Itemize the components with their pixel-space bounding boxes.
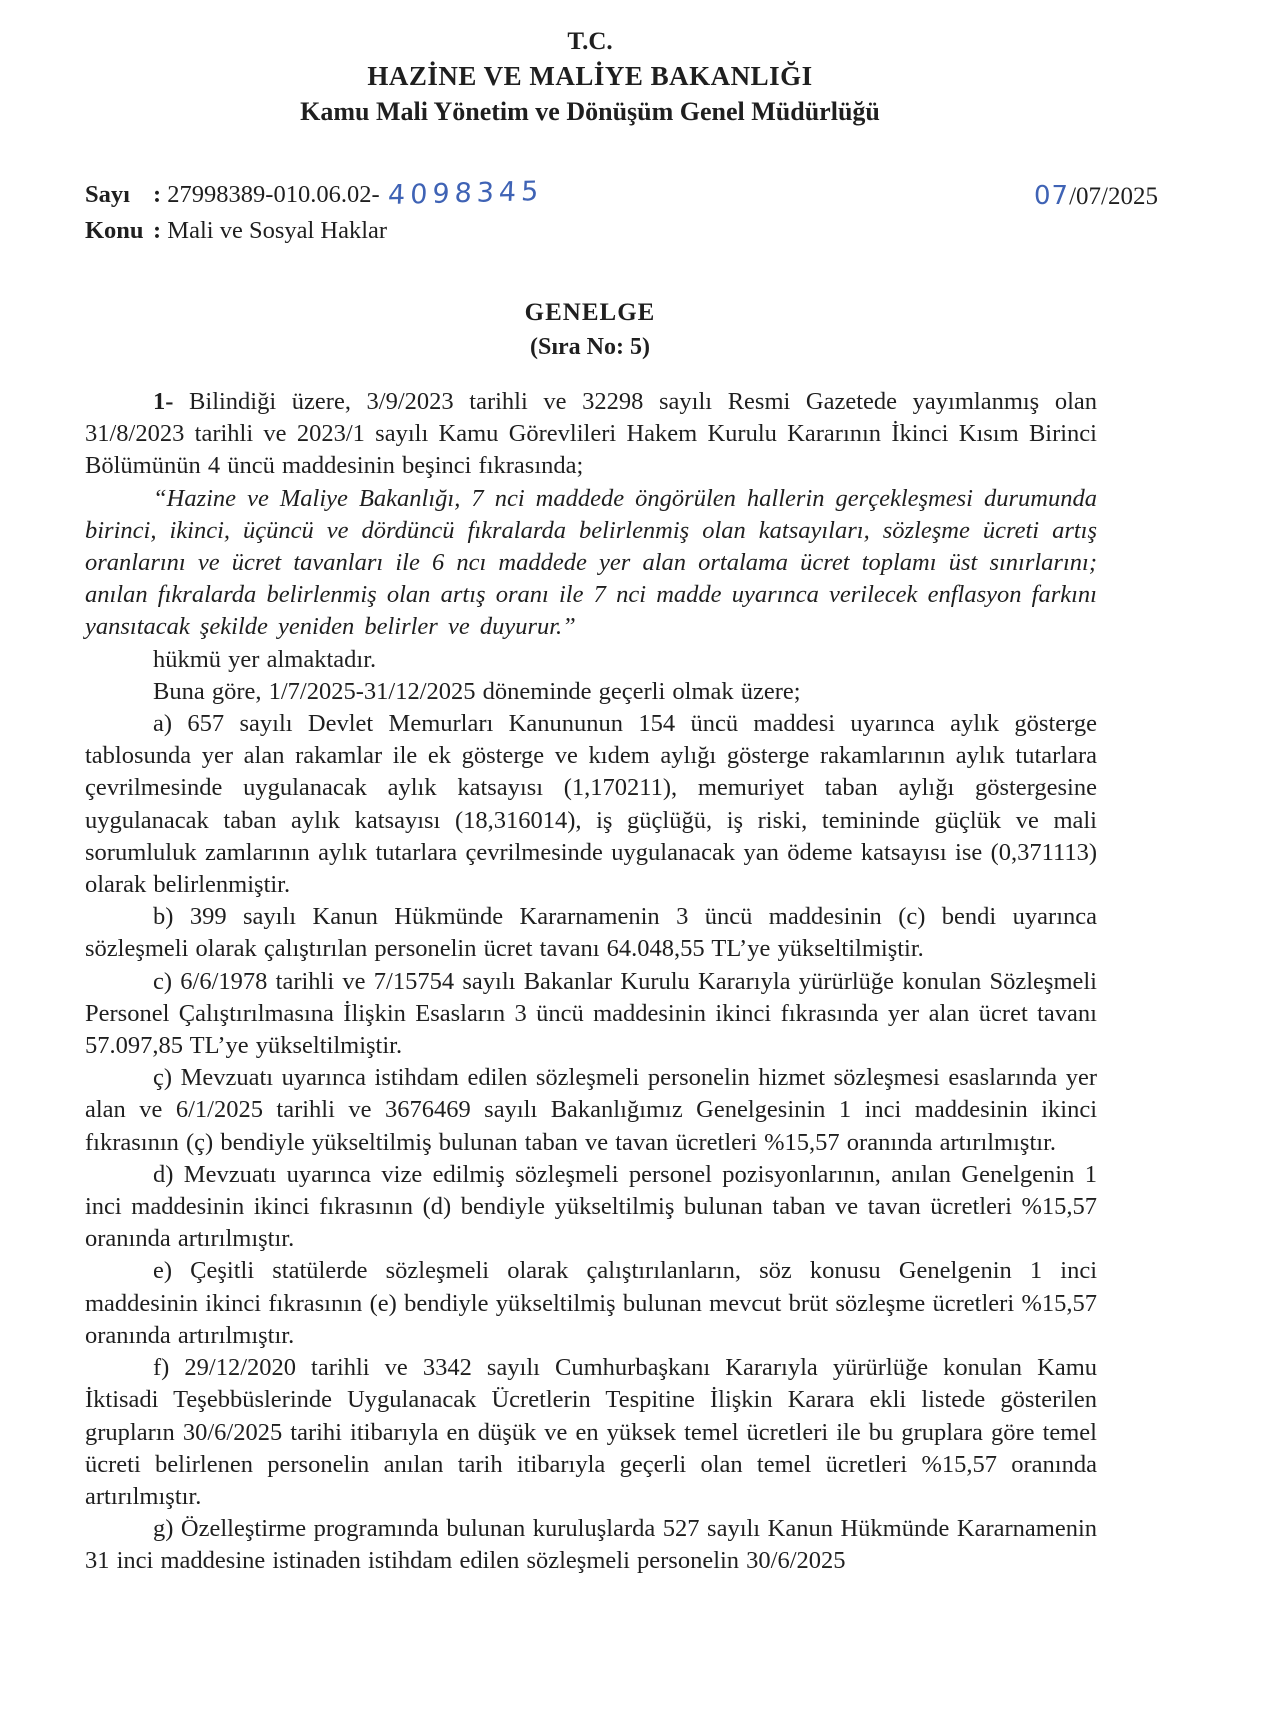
konu-colon: :: [153, 217, 162, 244]
paragraph-quote: “Hazine ve Maliye Bakanlığı, 7 nci maddede öngörülen hallerin gerçekleşmesi durumunda birinci, ikinci, üçüncü ve dördüncü fıkralarda belirlenmiş olan katsayıları, sözleşme ücreti artış oranlarını ve ücret tavanları ile 6 ncı maddede yer alan ortalama ücret toplamı üst sınırlarını; anılan fıkralarda belirlenmiş olan artış oranı ile 7 nci madde uyarınca verilecek enflasyon farkını yansıtacak şekilde yeniden belirler ve duyurur.”: [85, 484, 1097, 641]
paragraph-item-c: c) 6/6/1978 tarihli ve 7/15754 sayılı Bakanlar Kurulu Kararıyla yürürlüğe konulan Sözleşmeli Personel Çalıştırılmasına İlişkin Esasların 3 üncü maddesinin ikinci fıkrasında yer alan ücret tavanı 57.097,85 TL’ye yükseltilmiştir.: [85, 967, 1097, 1060]
document-body: [85, 386, 1097, 1578]
sayi-handwritten-number: 4098345: [386, 175, 544, 212]
konu-row: [85, 213, 1185, 249]
paragraph-1-number: 1-: [153, 388, 174, 415]
sayi-colon: :: [153, 181, 162, 208]
paragraph-1-text: Bilindiği üzere, 3/9/2023 tarihli ve 32298 sayılı Resmi Gazetede yayımlanmış olan 31/8/2023 tarihli ve 2023/1 sayılı Kamu Görevlileri Hakem Kurulu Kararının İkinci Kısım Birinci Bölümünün 4 üncü maddesinin beşinci fıkrasında;: [85, 388, 1098, 480]
paragraph-item-a: a) 657 sayılı Devlet Memurları Kanununun 154 üncü maddesi uyarınca aylık gösterge tablosunda yer alan rakamlar ile ek gösterge ve kıdem aylığı gösterge rakamlarının aylık tutarlara çevrilmesinde uygulanacak aylık katsayısı (1,170211), memuriyet taban aylığı göstergesine uygulanacak taban aylık katsayısı (18,316014), iş güçlüğü, iş riski, temininde güçlük ve mali sorumluluk zamlarının aylık tutarlara çevrilmesinde uygulanacak yan ödeme katsayısı ise (0,371113) olarak belirlenmiştir.: [85, 710, 1097, 899]
document-title: [60, 296, 1120, 364]
title-sira-no: (Sıra No: 5): [530, 334, 650, 360]
letterhead: [60, 26, 1120, 130]
paragraph-item-cedilla: ç) Mevzuatı uyarınca istihdam edilen sözleşmeli personelin hizmet sözleşmesi esaslarında yer alan ve 6/1/2025 tarihli ve 3676469 sayılı Bakanlığımız Genelgesinin 1 inci maddesinin ikinci fıkrasının (ç) bendiyle yükseltilmiş bulunan taban ve tavan ücretleri %15,57 oranında artırılmıştır.: [85, 1064, 1097, 1156]
document-meta: [85, 176, 1185, 249]
letterhead-ministry: HAZİNE VE MALİYE BAKANLIĞI: [367, 61, 813, 91]
paragraph-item-b: b) 399 sayılı Kanun Hükmünde Kararnamenin 3 üncü maddesinin (c) bendi uyarınca sözleşmeli olarak çalıştırılan personelin ücret tavanı 64.048,55 TL’ye yükseltilmiştir.: [85, 903, 1097, 963]
paragraph-1: [85, 386, 1097, 483]
paragraph-item-d: d) Mevzuatı uyarınca vize edilmiş sözleşmeli personel pozisyonlarının, anılan Genelgenin 1 inci maddesinin ikinci fıkrasının (d) bendiyle yükseltilmiş bulunan taban ve tavan ücretleri %15,57 oranında artırılmıştır.: [85, 1160, 1097, 1253]
konu-label: Konu: [85, 217, 144, 244]
sayi-label: Sayı: [85, 181, 130, 208]
date-printed-part: /07/2025: [1069, 183, 1158, 210]
letterhead-directorate: Kamu Mali Yönetim ve Dönüşüm Genel Müdürlüğü: [300, 97, 880, 126]
sayi-value: 27998389-010.06.02-: [167, 181, 380, 208]
paragraph-item-f: f) 29/12/2020 tarihli ve 3342 sayılı Cumhurbaşkanı Kararıyla yürürlüğe konulan Kamu İktisadi Teşebbüslerinde Uygulanacak Ücretlerin Tespitine İlişkin Karara ekli listede gösterilen grupların 30/6/2025 tarihi itibarıyla en düşük ve en yüksek temel ücretleri ile bu gruplara göre temel ücreti belirlenen personelin anılan tarih itibarıyla geçerli olan temel ücretleri %15,57 oranında artırılmıştır.: [85, 1354, 1097, 1510]
paragraph-hukmu: hükmü yer almaktadır.: [153, 645, 377, 673]
konu-value: Mali ve Sosyal Haklar: [167, 217, 388, 244]
date-handwritten-day: 07: [1034, 181, 1070, 211]
title-genelge: GENELGE: [524, 299, 656, 326]
document-date: [1034, 181, 1158, 211]
letterhead-tc: T.C.: [567, 28, 613, 55]
sayi-row: [85, 176, 1185, 213]
paragraph-item-e: e) Çeşitli statülerde sözleşmeli olarak çalıştırılanların, söz konusu Genelgenin 1 inci maddesinin ikinci fıkrasının (e) bendiyle yükseltilmiş bulunan mevcut brüt sözleşme ücretleri %15,57 oranında artırılmıştır.: [85, 1257, 1097, 1349]
paragraph-buna-gore: Buna göre, 1/7/2025-31/12/2025 döneminde geçerli olmak üzere;: [153, 677, 801, 705]
paragraph-item-g: g) Özelleştirme programında bulunan kuruluşlarda 527 sayılı Kanun Hükmünde Kararnamenin 31 inci maddesine istinaden istihdam edilen sözleşmeli personelin 30/6/2025: [85, 1515, 1097, 1575]
